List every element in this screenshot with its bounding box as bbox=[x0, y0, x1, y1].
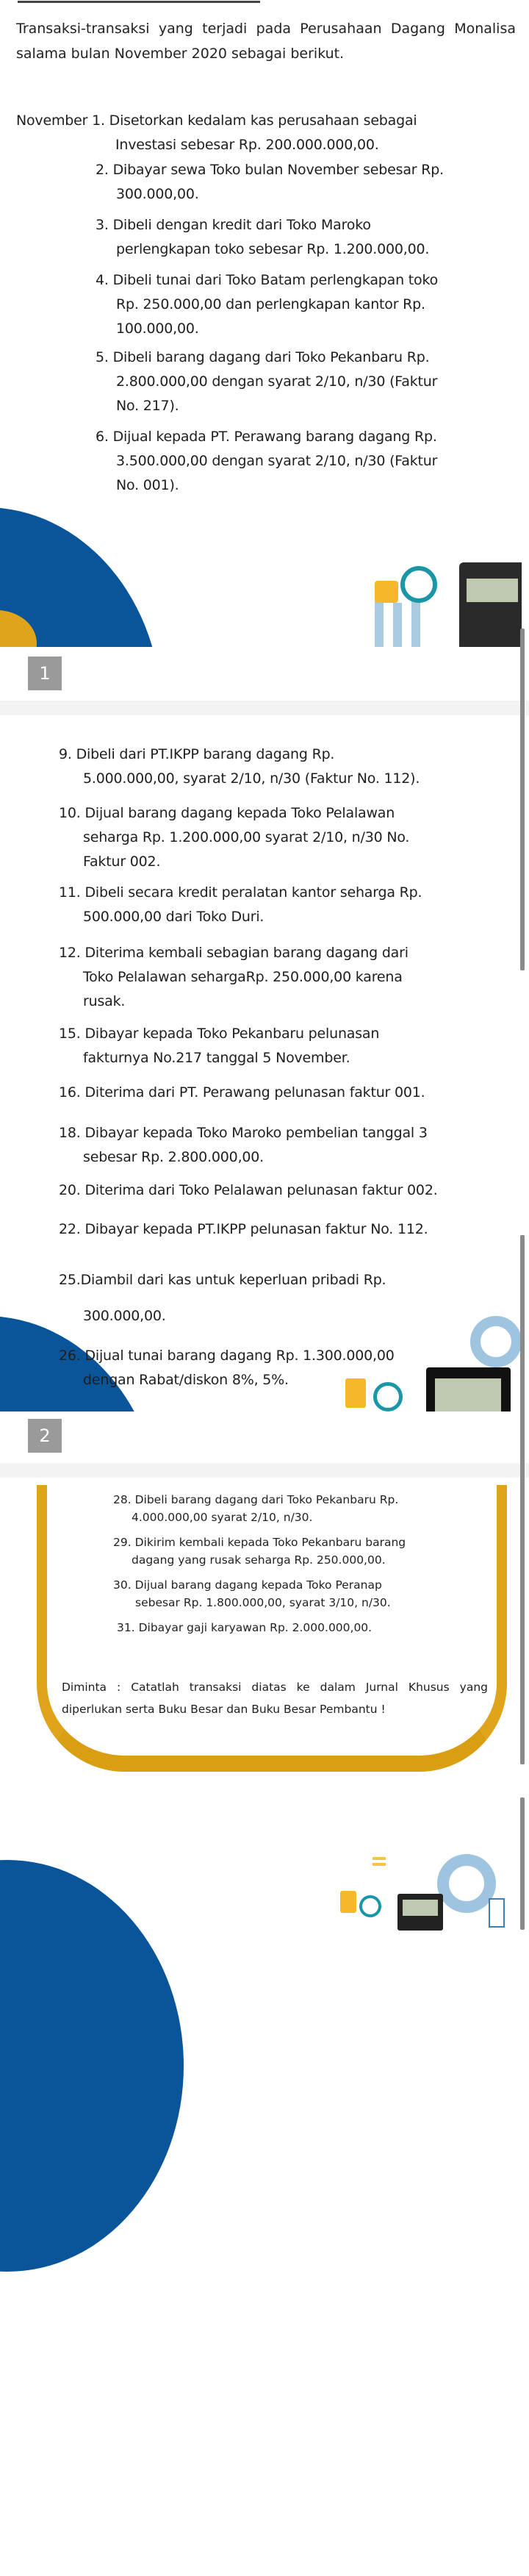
item-line: No. 217). bbox=[116, 398, 179, 414]
transaction-item-26 bbox=[59, 1344, 395, 1392]
item-line: 4. Dibeli tunai dari Toko Batam perlengkapan toko bbox=[96, 272, 439, 288]
calculator-icon bbox=[426, 1367, 511, 1412]
item-line: 5.000.000,00, syarat 2/10, n/30 (Faktur No. 112). bbox=[83, 770, 420, 787]
item-line: 2. Dibayar sewa Toko bulan November sebesar Rp. bbox=[96, 162, 444, 178]
item-line: 28. Dibeli barang dagang dari Toko Pekanbaru Rp. bbox=[113, 1493, 399, 1506]
item-line: November 1. Disetorkan kedalam kas perusahaan sebagai bbox=[16, 112, 417, 129]
item-line: 30. Dijual barang dagang kepada Toko Peranap bbox=[113, 1578, 382, 1592]
page-separator bbox=[0, 701, 529, 715]
item-line: 15. Dibayar kepada Toko Pekanbaru pelunasan bbox=[59, 1026, 380, 1042]
item-line: Toko Pelalawan sehargaRp. 250.000,00 karena bbox=[83, 969, 403, 985]
item-line: sebesar Rp. 2.800.000,00. bbox=[83, 1149, 264, 1165]
item-line: 300.000,00. bbox=[116, 186, 199, 202]
page-number-badge-1: 1 bbox=[28, 656, 62, 690]
item-line: 20. Diterima dari Toko Pelalawan pelunasan faktur 002. bbox=[59, 1182, 438, 1198]
transaction-item-29 bbox=[113, 1534, 406, 1569]
shopping-bag-icon bbox=[345, 1378, 366, 1408]
transaction-item-16 bbox=[59, 1081, 425, 1105]
shopping-bag-icon bbox=[375, 581, 398, 603]
item-line: fakturnya No.217 tanggal 5 November. bbox=[83, 1050, 350, 1066]
calculator-icon bbox=[459, 562, 522, 647]
arrows-icon bbox=[373, 1857, 386, 1860]
item-line: Investasi sebesar Rp. 200.000.000,00. bbox=[115, 137, 379, 153]
scrollbar-thumb[interactable] bbox=[520, 1235, 525, 1764]
item-line: 10. Dijual barang dagang kepada Toko Pelalawan bbox=[59, 805, 395, 821]
item-line: 11. Dibeli secara kredit peralatan kantor seharga Rp. bbox=[59, 884, 422, 901]
transaction-item-4 bbox=[96, 268, 438, 341]
clipboard-icon bbox=[489, 1898, 505, 1928]
transaction-item-2 bbox=[96, 158, 444, 207]
transaction-item-18 bbox=[59, 1121, 428, 1170]
item-line: No. 001). bbox=[116, 477, 179, 493]
clock-icon bbox=[400, 566, 437, 603]
item-line: 2.800.000,00 dengan syarat 2/10, n/30 (Faktur bbox=[116, 373, 438, 390]
page-number-badge-2: 2 bbox=[28, 1419, 62, 1453]
transaction-item-28 bbox=[113, 1491, 406, 1526]
item-line: 29. Dikirim kembali kepada Toko Pekanbaru barang bbox=[113, 1536, 406, 1549]
item-line: 500.000,00 dari Toko Duri. bbox=[83, 909, 264, 925]
instruction-text: Diminta : Catatlah transaksi diatas ke dalam Jurnal Khusus yang diperlukan serta Buku Besar dan Buku Besar Pembantu ! bbox=[62, 1681, 488, 1716]
item-line: perlengkapan toko sebesar Rp. 1.200.000,00. bbox=[116, 241, 430, 257]
item-line: 26. Dijual tunai barang dagang Rp. 1.300.000,00 bbox=[59, 1348, 395, 1364]
scrollbar-thumb[interactable] bbox=[520, 1797, 525, 1930]
item-line: rusak. bbox=[83, 993, 126, 1009]
slide-page-2 bbox=[0, 728, 522, 1412]
transaction-item-1 bbox=[16, 109, 417, 157]
transaction-item-3 bbox=[96, 213, 429, 262]
clock-icon bbox=[359, 1895, 381, 1917]
item-line: 25.Diambil dari kas untuk keperluan pribadi Rp. bbox=[59, 1272, 386, 1288]
transaction-item-22 bbox=[59, 1217, 428, 1242]
item-line: 18. Dibayar kepada Toko Maroko pembelian tanggal 3 bbox=[59, 1125, 428, 1141]
item-line: dengan Rabat/diskon 8%, 5%. bbox=[83, 1372, 289, 1388]
item-line: 300.000,00. bbox=[83, 1308, 166, 1324]
transaction-item-25 bbox=[59, 1268, 386, 1328]
item-line: 5. Dibeli barang dagang dari Toko Pekanbaru Rp. bbox=[96, 349, 430, 365]
item-line: 100.000,00. bbox=[116, 321, 199, 337]
transaction-item-31 bbox=[113, 1619, 406, 1636]
item-line: 6. Dijual kepada PT. Perawang barang dagang Rp. bbox=[96, 429, 437, 445]
illustration-finance bbox=[334, 1853, 522, 1929]
scrollbar-thumb[interactable] bbox=[520, 629, 525, 970]
item-line: 12. Diterima kembali sebagian barang dagang dari bbox=[59, 945, 409, 961]
illustration-finance bbox=[345, 1316, 522, 1412]
transaction-item-11 bbox=[59, 881, 422, 929]
transaction-item-9 bbox=[59, 743, 420, 791]
item-line: 16. Diterima dari PT. Perawang pelunasan faktur 001. bbox=[59, 1084, 425, 1101]
item-line: 4.000.000,00 syarat 2/10, n/30. bbox=[132, 1511, 313, 1524]
transaction-item-30 bbox=[113, 1576, 406, 1611]
bar-chart-icon bbox=[393, 603, 402, 647]
transaction-item-20 bbox=[59, 1178, 438, 1203]
task-card bbox=[37, 1485, 507, 1772]
calculator-icon bbox=[397, 1894, 443, 1931]
transaction-item-5 bbox=[96, 346, 437, 418]
item-line: 3.500.000,00 dengan syarat 2/10, n/30 (Faktur bbox=[116, 453, 438, 469]
item-line: sebesar Rp. 1.800.000,00, syarat 3/10, n/30. bbox=[135, 1596, 391, 1609]
transaction-item-10 bbox=[59, 801, 409, 874]
item-line: 3. Dibeli dengan kredit dari Toko Maroko bbox=[96, 217, 371, 233]
item-line: 31. Dibayar gaji karyawan Rp. 2.000.000,00. bbox=[117, 1621, 373, 1634]
gear-icon bbox=[437, 1854, 496, 1913]
arrows-icon bbox=[373, 1863, 386, 1866]
page-separator bbox=[0, 1463, 529, 1478]
clock-icon bbox=[373, 1382, 403, 1412]
slide-page-1 bbox=[0, 0, 522, 647]
item-line: 22. Dibayar kepada PT.IKPP pelunasan faktur No. 112. bbox=[59, 1221, 428, 1237]
illustration-finance bbox=[360, 544, 522, 647]
item-line: Faktur 002. bbox=[83, 854, 161, 870]
transaction-item-6 bbox=[96, 425, 437, 498]
intro-text: Transaksi-transaksi yang terjadi pada Perusahaan Dagang Monalisa salama bulan November 2020 sebagai berikut. bbox=[16, 21, 516, 62]
transaction-item-12 bbox=[59, 941, 409, 1014]
shopping-bag-icon bbox=[340, 1891, 356, 1913]
item-line: seharga Rp. 1.200.000,00 syarat 2/10, n/30 No. bbox=[83, 829, 410, 845]
item-line: dagang yang rusak seharga Rp. 250.000,00. bbox=[132, 1553, 386, 1567]
cut-title bbox=[18, 0, 260, 3]
transaction-item-15 bbox=[59, 1022, 379, 1070]
item-line: 9. Dibeli dari PT.IKPP barang dagang Rp. bbox=[59, 746, 335, 762]
gear-icon bbox=[470, 1316, 522, 1367]
item-line: Rp. 250.000,00 dan perlengkapan kantor Rp. bbox=[116, 296, 425, 312]
